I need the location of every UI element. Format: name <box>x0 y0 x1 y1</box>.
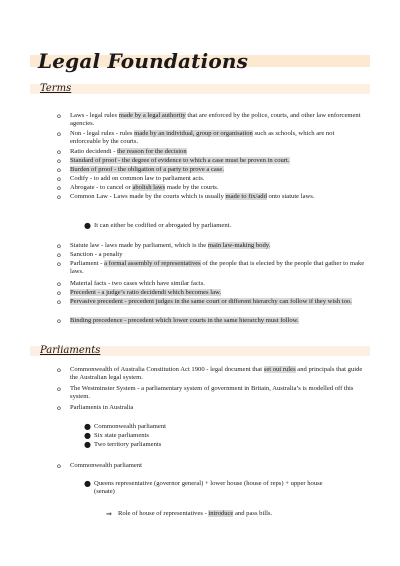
sub-list-item: ● Commonwealth parliament <box>84 422 166 431</box>
list-item: o Commonwealth parliament <box>57 462 142 470</box>
section-heading-label: Parliaments <box>40 345 101 356</box>
sub-list-item: ● Queens representative (governor general) + lower house (house of reps) + upper house (senate) <box>84 479 323 496</box>
section-heading-parliaments <box>30 344 370 358</box>
list-item: o Pervasive precedent - precedent judges in the same court or different hierarchy can follow if they wish too. <box>57 298 352 306</box>
list-item: o Binding precedence - precedent which lower courts in the same hierarchy must follow. <box>57 317 299 325</box>
sub-list-item: ● Six state parliaments <box>84 431 149 440</box>
arrow-list-item: ⇒ Role of house of representatives - introduce and pass bills. <box>106 510 273 518</box>
page-title: Legal Foundations <box>38 49 249 73</box>
sub-list-item: ● It can either be codified or abrogated by parliament. <box>84 221 232 230</box>
list-item: o Common Law - Laws made by the courts which is usually made to fix/add onto statute laws. <box>57 193 315 201</box>
list-item: o Parliaments in Australia <box>57 404 134 412</box>
sub-list-item: ● Two territory parliaments <box>84 440 162 449</box>
list-item: o Commonwealth of Australia Constitution Act 1900 - legal document that set out rules and principals that guide the Australian legal system. <box>57 366 363 382</box>
list-item: o Laws - legal rules made by a legal authority that are enforced by the police, courts, and other law enforcement agencies. <box>57 112 361 128</box>
list-item: o Ratio decidendi - the reason for the decision <box>57 148 187 156</box>
list-item: o Material facts - two cases which have similar facts. <box>57 280 205 288</box>
list-item: o Precedent - a judge’s ratio decidendi which becomes law. <box>57 289 221 297</box>
list-item: o Parliament - a formal assembly of representatives of the people that is elected by the people that gather to make laws. <box>57 260 365 276</box>
list-item: o Non - legal rules - rules made by an individual, group or organisation such as schools, which are not enforceable by the courts. <box>57 130 335 146</box>
list-item: o Sanction - a penalty <box>57 251 123 259</box>
list-item: o Standard of proof - the degree of evidence to which a case must be proven in court. <box>57 157 290 165</box>
section-heading-terms <box>30 82 370 96</box>
list-item: o Burden of proof - the obligation of a party to prove a case. <box>57 166 224 174</box>
list-item: o Statute law - laws made by parliament, which is the main law-making body. <box>57 242 271 250</box>
list-item: o The Westminster System - a parliamentary system of government in Britain, Australia’s is modelled off this system. <box>57 385 354 401</box>
section-heading-label: Terms <box>40 83 72 94</box>
list-item: o Codify - to add on common law to parliament acts. <box>57 175 205 183</box>
title-bar <box>30 50 370 72</box>
list-item: o Abrogate - to cancel or abolish laws made by the courts. <box>57 184 219 192</box>
arrow-icon: ⇒ <box>106 510 112 518</box>
section-band <box>30 84 370 94</box>
